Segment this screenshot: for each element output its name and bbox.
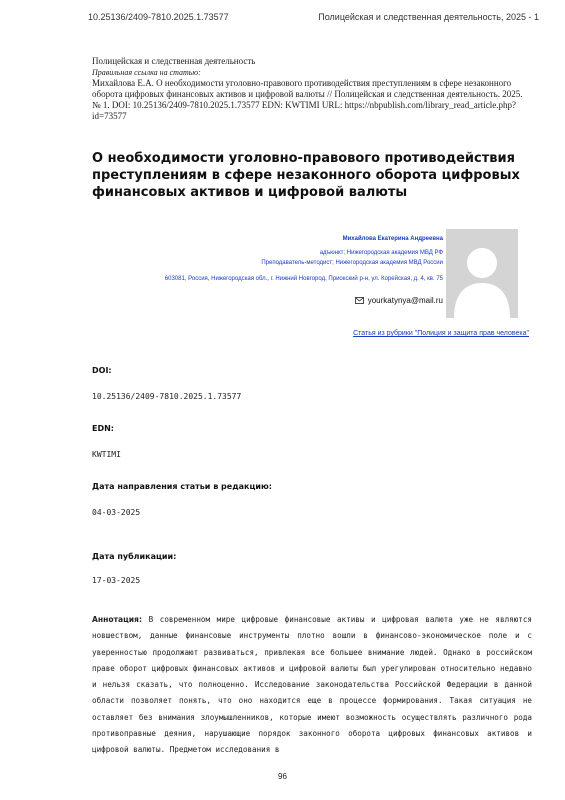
cite-label: Правильная ссылка на статью: [92,68,201,77]
rubric-link[interactable]: Статья из рубрики "Полиция и защита прав человека" [353,330,529,337]
published-value: 17-03-2025 [92,576,141,585]
author-photo [446,229,518,318]
author-address: 603081, Россия, Нижегородская обл., г. Нижний Новгород, Приокский р-н, ул. Корейская, д. 4, кв. 75 [164,276,443,282]
edn-label: EDN: [92,424,114,433]
author-email[interactable] [355,296,443,305]
published-label: Дата публикации: [92,552,177,561]
header-doi: 10.25136/2409-7810.2025.1.73577 [88,12,229,22]
doi-value: 10.25136/2409-7810.2025.1.73577 [92,392,242,401]
edn-value: KWTIMI [92,450,121,459]
abstract [92,612,532,759]
article-title: О необходимости уголовно-правового противодействия преступлениям в сфере незаконного оборота цифровых финансовых активов и цифровой валюты [92,151,520,200]
doi-label: DOI: [92,366,112,375]
submitted-value: 04-03-2025 [92,508,141,517]
citation-text: Михайлова Е.А. О необходимости уголовно-правового противодействия преступлениям в сфере незаконного оборота цифровых финансовых активов и цифровой валюты // Полицейская и следственная деятельность. 2025. № 1. DOI: 10.25136/2409-7810.2025.1.73577 EDN: KWTIMI URL: https://nbpublish.com/library_read_article.php?id=73577 [92,78,523,121]
reference-block [92,56,532,122]
author-name[interactable]: Михайлова Екатерина Андреевна [342,236,443,242]
author-position-1: адъюнкт; Нижегородская академия МВД РФ [319,250,443,256]
journal-name: Полицейская и следственная деятельность [92,56,256,66]
author-position-2: Преподаватель-методист; Нижегородская академия МВД России [261,260,443,266]
header-journal: Полицейская и следственная деятельность, 2025 - 1 [318,12,539,22]
page-number: 96 [278,772,287,781]
abstract-label: Аннотация: [92,615,142,624]
author-block [113,234,443,284]
user-silhouette-icon [446,229,518,318]
abstract-text: В современном мире цифровые финансовые активы и цифровая валюта уже не являются новшеством, данные финансовые инструменты плотно вошли в финансово-экономическое поле и с уверенностью продолжают развиваться, привлекая все большее внимание людей. Однако в российском праве оборот цифровых финансовых активов и цифровой валюты был урегулирован относительно недавно и нельзя сказать, что полноценно. Исследование законодательства Российской Федерации в данной области позволяет понять, что оно находится еще в процессе формирования. Такая ситуация не оставляет без внимания злоумышленников, которые имеют возможность осуществлять различного рода противоправные деяния, нарушающие порядок законного оборота цифровых финансовых активов и цифровой валюты. Предметом исследования в [92,615,532,755]
email-text[interactable]: yourkatynya@mail.ru [367,296,443,305]
envelope-icon [355,297,364,304]
submitted-label: Дата направления статьи в редакцию: [92,482,272,491]
